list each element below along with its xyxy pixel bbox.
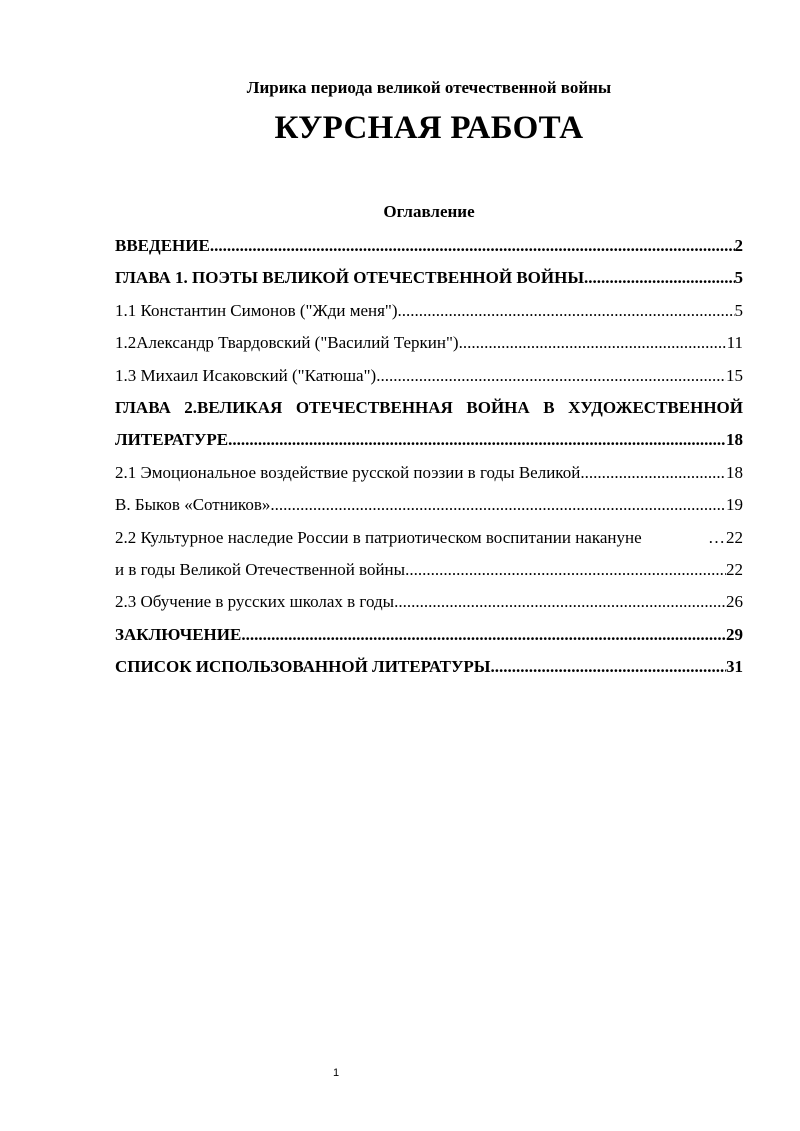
toc-page-number: 18 [726,462,743,482]
toc-heading: Оглавление [383,202,475,221]
toc-page-number: 11 [726,333,743,353]
toc-entry-2-1[interactable] [115,457,743,489]
table-of-contents [115,230,743,683]
toc-entry-2-2[interactable] [115,522,743,554]
toc-word: ГЛАВА [115,397,171,417]
toc-entry-1-3[interactable] [115,360,743,392]
toc-word: ОТЕЧЕСТВЕННАЯ [295,397,453,417]
toc-page-number: 5 [734,300,743,320]
toc-entry-text: и в годы Великой Отечественной войны [115,559,406,579]
toc-entry-2-3[interactable] [115,586,743,618]
toc-leader [376,360,726,392]
page-number: 1 [332,1067,340,1079]
toc-entry-1-2[interactable] [115,327,743,359]
toc-entry-2-2b[interactable] [115,554,743,586]
document-subtitle: Лирика периода великой отечественной войны [246,78,612,97]
toc-word: В [543,397,555,417]
toc-page-number: 22 [726,559,743,579]
toc-entry-chapter-2-line-1[interactable] [115,392,743,424]
toc-leader [459,327,727,359]
document-title: КУРСНАЯ РАБОТА [274,110,584,146]
toc-leader [580,457,726,489]
toc-entry-conclusion[interactable] [115,619,743,651]
toc-entry-references[interactable] [115,651,743,683]
toc-page-number: 15 [726,365,743,385]
toc-entry-text: ЗАКЛЮЧЕНИЕ [115,624,242,644]
toc-entry-text: 2.1 Эмоциональное воздействие русской поэзии в годы Великой [115,462,581,482]
toc-leader [491,651,727,683]
toc-entry-text: 1.3 Михаил Исаковский ("Катюша") [115,365,377,385]
toc-entry-text: ЛИТЕРАТУРЕ [115,430,229,450]
toc-entry-text: СПИСОК ИСПОЛЬЗОВАННОЙ ЛИТЕРАТУРЫ [115,657,491,677]
toc-entry-text: 1.1 Константин Симонов ("Жди меня") [115,300,398,320]
toc-entry-chapter-2-line-2[interactable] [115,424,743,456]
toc-page-number: 19 [726,495,743,515]
toc-entry-text: 2.2 Культурное наследие России в патриотическом воспитании накануне [115,527,642,547]
toc-leader [398,295,735,327]
toc-page-number: 31 [726,657,743,677]
toc-page-number: 26 [726,592,743,612]
toc-entry-text: 1.2Александр Твардовский ("Василий Теркин") [115,333,459,353]
toc-entry-1-1[interactable] [115,295,743,327]
toc-entry-intro[interactable] [115,230,743,262]
toc-page-number: 5 [734,268,743,288]
toc-word: ХУДОЖЕСТВЕННОЙ [568,397,743,417]
toc-entry-chapter-1[interactable] [115,262,743,294]
toc-leader [270,489,726,521]
toc-leader [394,586,726,618]
toc-leader [584,262,734,294]
toc-entry-text: В. Быков «Сотников» [115,495,271,515]
toc-page-number: 2 [734,236,743,255]
toc-entry-text: ВВЕДЕНИЕ [115,236,210,255]
toc-word: 2.ВЕЛИКАЯ [184,397,283,417]
toc-entry-text: ГЛАВА 1. ПОЭТЫ ВЕЛИКОЙ ОТЕЧЕСТВЕННОЙ ВОЙНЫ [115,268,585,288]
toc-page-number: 18 [726,430,743,450]
toc-entry-text: 2.3 Обучение в русских школах в годы [115,592,395,612]
toc-leader [210,230,735,262]
toc-page-number: 22 [726,527,743,547]
toc-word: ВОЙНА [466,397,530,417]
toc-entry-2-1b[interactable] [115,489,743,521]
toc-page-number: 29 [726,624,743,644]
toc-leader [405,554,726,586]
toc-ellipsis: … [708,527,725,547]
toc-leader [228,424,726,456]
toc-leader [241,619,726,651]
